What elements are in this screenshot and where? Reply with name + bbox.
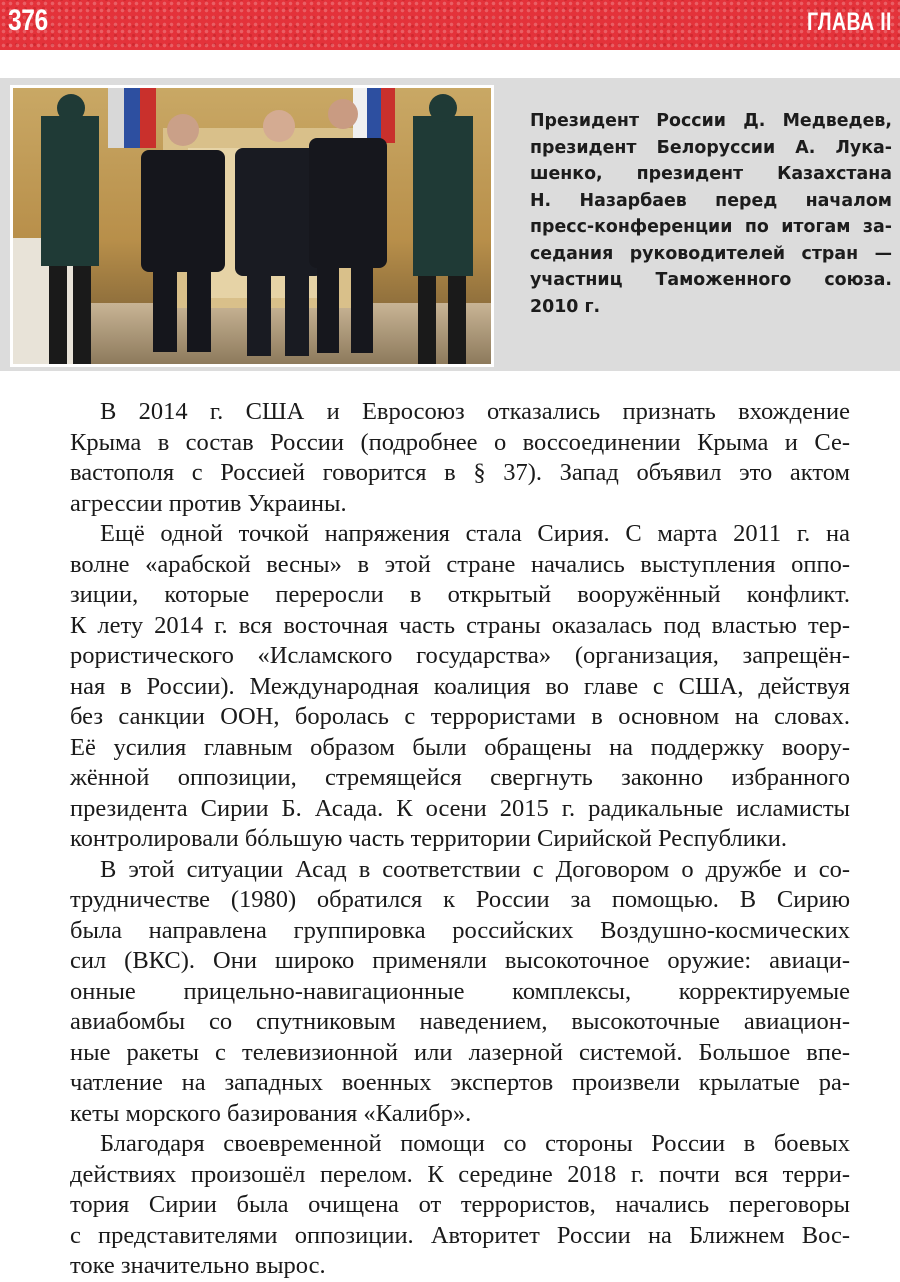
text-line: волне «арабской весны» в этой стране начались выступления оппо-	[70, 550, 850, 578]
text-line: ная в России). Международная коалиция во главе с США, действуя	[70, 672, 850, 700]
text-line: Благодаря своевременной помощи со стороны России в боевых	[100, 1130, 850, 1157]
text-line: без санкции ООН, боролась с террористами в основном на словах.	[70, 703, 850, 730]
text-line: была направлена группировка российских Воздушно-космических	[70, 916, 850, 944]
text-line: действиях произошёл перелом. К середине 2018 г. почти вся терри-	[70, 1160, 850, 1188]
paragraph-2	[70, 519, 850, 855]
text-line: Её усилия главным образом были обращены на поддержку воору-	[70, 733, 850, 761]
page-number: 376	[8, 4, 48, 37]
text-line: тория Сирии была очищена от террористов, начались переговоры	[70, 1191, 850, 1218]
text-line: жённой оппозиции, стремящейся свергнуть законно избранного	[70, 764, 850, 791]
text-line: рористического «Исламского государства» (организация, запрещён-	[70, 642, 850, 669]
page-header	[0, 0, 900, 50]
text-line: агрессии против Украины.	[70, 489, 347, 517]
body-text	[70, 397, 850, 1282]
text-line: сил (ВКС). Они широко применяли высокоточное оружие: авиаци-	[70, 947, 850, 974]
text-line: президента Сирии Б. Асада. К осени 2015 г. радикальные исламисты	[70, 794, 850, 822]
caption-line: президент Белоруссии А. Лука-	[530, 137, 892, 158]
text-line: Ещё одной точкой напряжения стала Сирия. С марта 2011 г. на	[100, 520, 850, 547]
text-line: вастополя с Россией говорится в § 37). Запад объявил это актом	[70, 459, 850, 486]
text-line: кеты морского базирования «Калибр».	[70, 1099, 472, 1127]
paragraph-1	[70, 397, 850, 519]
text-line: онные прицельно-навигационные комплексы, корректируемые	[70, 977, 850, 1005]
text-line: контролировали бóльшую часть территории Сирийской Республики.	[70, 825, 787, 852]
caption-line: участниц Таможенного союза.	[530, 270, 892, 290]
paragraph-4	[70, 1129, 850, 1282]
text-line: Крыма в состав России (подробнее о воссоединении Крыма и Се-	[70, 428, 850, 456]
photo-caption	[530, 108, 892, 320]
chapter-label: ГЛАВА II	[807, 8, 892, 36]
caption-line: 2010 г.	[530, 296, 601, 317]
text-line: К лету 2014 г. вся восточная часть страны оказалась под властью тер-	[70, 611, 850, 639]
caption-line: пресс-конференции по итогам за-	[530, 217, 892, 237]
presidents-photo	[10, 85, 494, 367]
figure-panel	[0, 78, 900, 371]
text-line: зиции, которые переросли в открытый вооружённый конфликт.	[70, 581, 850, 608]
caption-line: Н. Назарбаев перед началом	[530, 190, 892, 211]
caption-line: седания руководителей стран —	[530, 243, 892, 264]
text-line: ные ракеты с телевизионной или лазерной системой. Большое впе-	[70, 1038, 850, 1066]
paragraph-3	[70, 855, 850, 1130]
text-line: трудничестве (1980) обратился к России за помощью. В Сирию	[70, 886, 850, 913]
text-line: В 2014 г. США и Евросоюз отказались признать вхождение	[100, 398, 850, 425]
caption-line: шенко, президент Казахстана	[530, 164, 892, 184]
text-line: с представителями оппозиции. Авторитет России на Ближнем Вос-	[70, 1221, 850, 1249]
text-line: авиабомбы со спутниковым наведением, высокоточные авиацион-	[70, 1008, 850, 1035]
caption-line: Президент России Д. Медведев,	[530, 111, 892, 131]
text-line: токе значительно вырос.	[70, 1252, 326, 1279]
text-line: В этой ситуации Асад в соответствии с Договором о дружбе и со-	[100, 855, 850, 883]
text-line: чатление на западных военных экспертов произвели крылатые ра-	[70, 1069, 850, 1096]
